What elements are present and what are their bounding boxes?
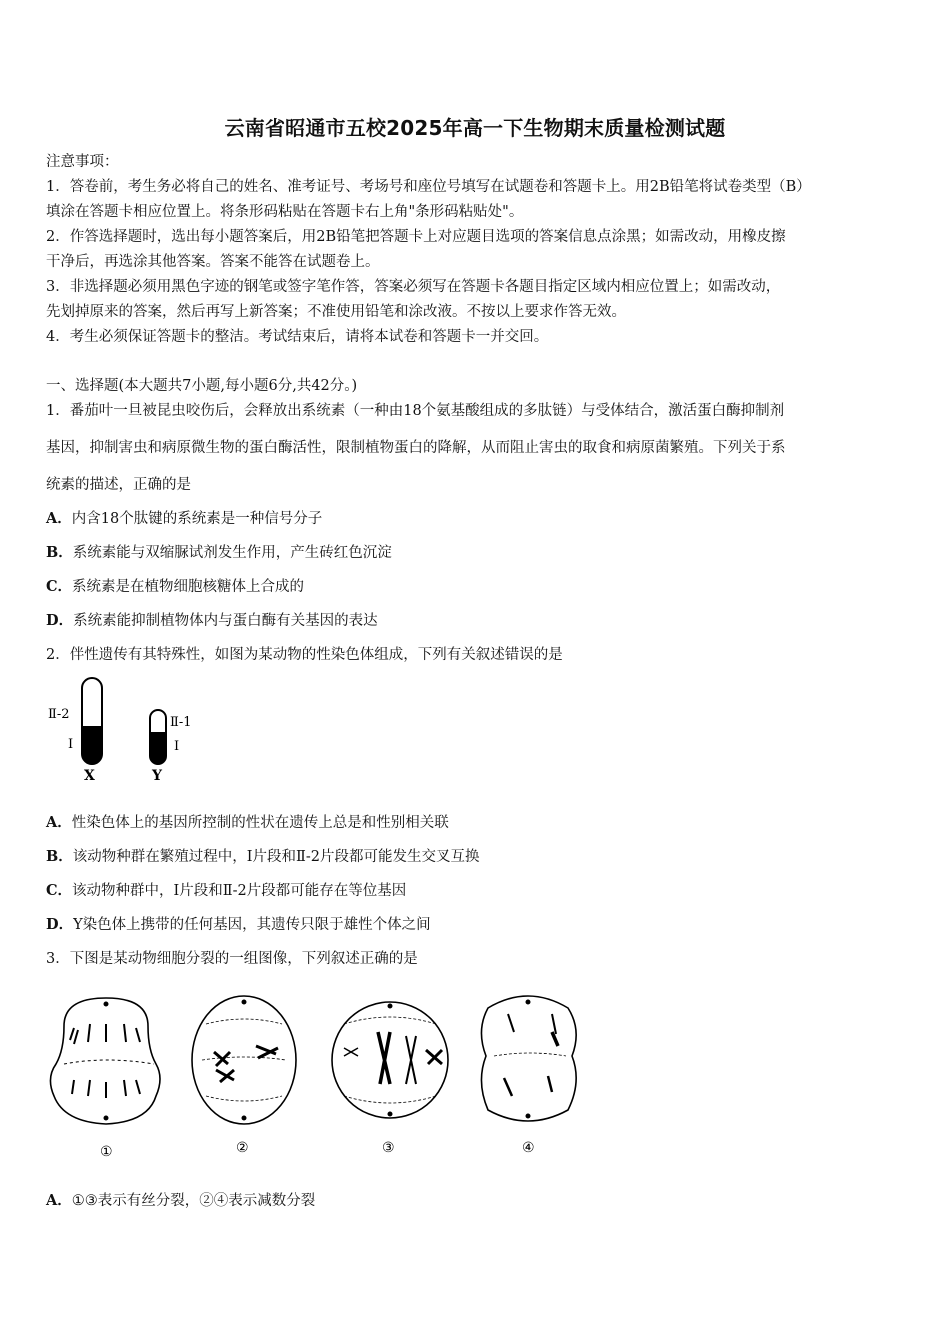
x-label-ii-2: Ⅱ-2 bbox=[48, 707, 70, 722]
notice-line: 2．作答选择题时，选出每小题答案后，用2B铅笔把答题卡上对应题目选项的答案信息点涂黑；如需改动，用橡皮擦 bbox=[46, 229, 786, 245]
cell-3-diagram bbox=[332, 1002, 448, 1118]
x-name: X bbox=[84, 768, 95, 784]
page-title: 云南省昭通市五校2025年高一下生物期末质量检测试题 bbox=[224, 116, 726, 140]
cell-1-label: ① bbox=[100, 1144, 113, 1160]
q2-option-c: C．该动物种群中，Ⅰ片段和Ⅱ-2片段都可能存在等位基因 bbox=[46, 882, 407, 899]
q2-option-a: A．性染色体上的基因所控制的性状在遗传上总是和性别相关联 bbox=[46, 814, 449, 831]
notice-line: 3．非选择题必须用黑色字迹的钢笔或签字笔作答，答案必须写在答题卡各题目指定区域内相应位置上；如需改动， bbox=[46, 279, 781, 295]
question-2-stem: 2．伴性遗传有其特殊性，如图为某动物的性染色体组成，下列有关叙述错误的是 bbox=[46, 647, 563, 663]
cell-3-label: ③ bbox=[382, 1140, 395, 1156]
cell-1-diagram bbox=[50, 998, 160, 1124]
q3-option-a: A．①③表示有丝分裂，②④表示减数分裂 bbox=[46, 1192, 316, 1209]
y-segment-i-fill bbox=[150, 732, 166, 764]
q1-option-a: A．内含18个肽键的系统素是一种信号分子 bbox=[46, 510, 323, 527]
cell-2-label: ② bbox=[236, 1140, 249, 1156]
notice-line: 干净后，再选涂其他答案。答案不能答在试题卷上。 bbox=[46, 254, 380, 270]
sex-chromosome-figure bbox=[44, 674, 214, 786]
question-3-stem: 3．下图是某动物细胞分裂的一组图像，下列叙述正确的是 bbox=[46, 951, 418, 967]
q1-option-d: D．系统素能抑制植物体内与蛋白酶有关基因的表达 bbox=[46, 612, 378, 629]
cell-4-diagram bbox=[481, 996, 576, 1121]
question-1-stem: 统素的描述，正确的是 bbox=[46, 477, 191, 493]
notice-line: 4．考生必须保证答题卡的整洁。考试结束后，请将本试卷和答题卡一并交回。 bbox=[46, 329, 549, 345]
x-label-i: Ⅰ bbox=[68, 737, 74, 752]
q1-option-b: B．系统素能与双缩脲试剂发生作用，产生砖红色沉淀 bbox=[46, 544, 392, 561]
question-1-stem: 基因，抑制害虫和病原微生物的蛋白酶活性，限制植物蛋白的降解，从而阻止害虫的取食和病原菌繁殖。下列关于系 bbox=[46, 440, 786, 456]
y-label-i: Ⅰ bbox=[174, 739, 180, 754]
cell-division-figure bbox=[44, 984, 594, 1162]
section-heading: 一、选择题(本大题共7小题,每小题6分,共42分。) bbox=[46, 378, 358, 394]
cell-4-label: ④ bbox=[522, 1140, 535, 1156]
q1-option-c: C．系统素是在植物细胞核糖体上合成的 bbox=[46, 578, 305, 595]
q2-option-b: B．该动物种群在繁殖过程中，Ⅰ片段和Ⅱ-2片段都可能发生交叉互换 bbox=[46, 848, 480, 865]
question-1-stem: 1．番茄叶一旦被昆虫咬伤后，会释放出系统素（一种由18个氨基酸组成的多肽链）与受体结合，激活蛋白酶抑制剂 bbox=[46, 403, 785, 419]
notice-line: 填涂在答题卡相应位置上。将条形码粘贴在答题卡右上角"条形码粘贴处"。 bbox=[46, 204, 524, 220]
y-label-ii-1: Ⅱ-1 bbox=[170, 715, 192, 730]
notice-heading: 注意事项： bbox=[46, 154, 119, 170]
notice-line: 1．答卷前，考生务必将自己的姓名、准考证号、考场号和座位号填写在试题卷和答题卡上。用2B铅笔将试卷类型（B） bbox=[46, 179, 811, 195]
cell-2-diagram bbox=[192, 996, 296, 1124]
notice-line: 先划掉原来的答案，然后再写上新答案；不准使用铅笔和涂改液。不按以上要求作答无效。 bbox=[46, 304, 626, 320]
y-name: Y bbox=[152, 768, 162, 784]
q2-option-d: D．Y染色体上携带的任何基因，其遗传只限于雄性个体之间 bbox=[46, 916, 431, 933]
x-segment-i-fill bbox=[82, 726, 102, 764]
